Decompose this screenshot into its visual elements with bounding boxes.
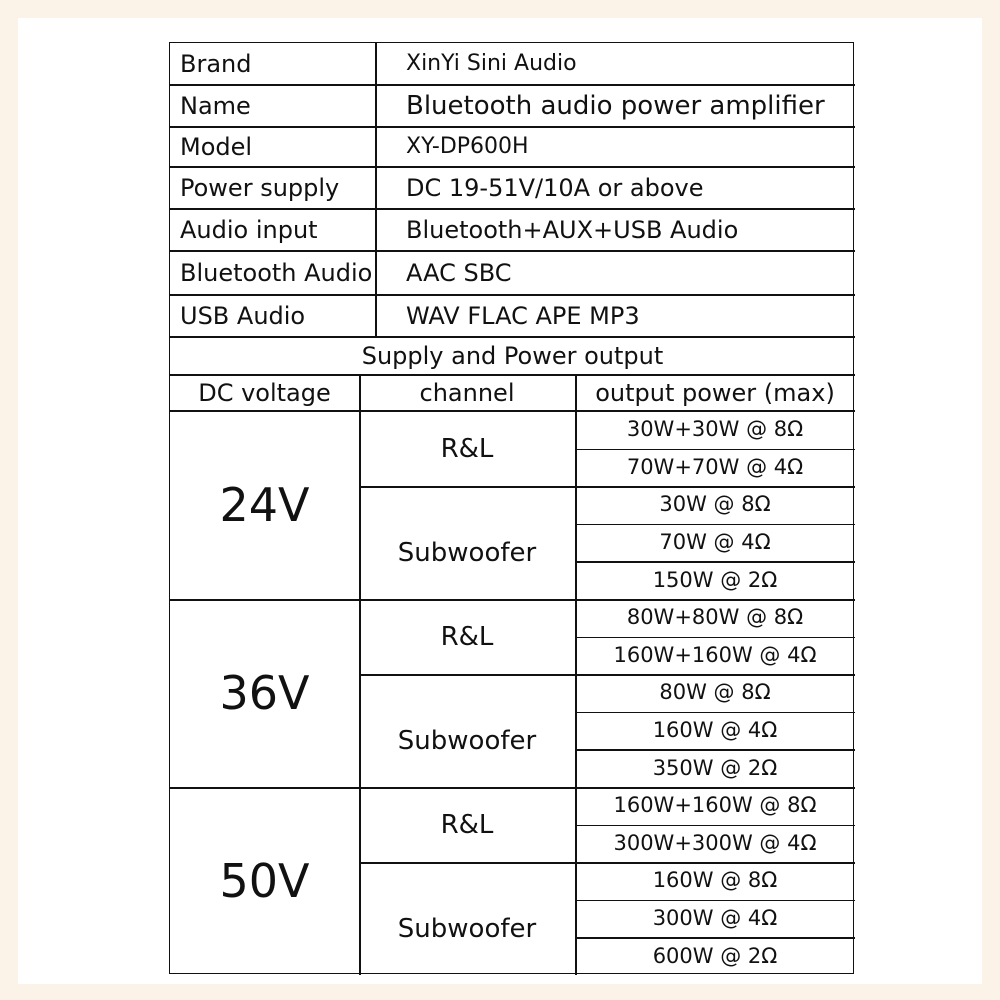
row-divider <box>575 524 855 526</box>
spec-label: Audio input <box>180 216 318 244</box>
row-divider <box>170 294 855 296</box>
output-power: 30W+30W @ 8Ω <box>626 417 804 442</box>
column-divider <box>575 375 577 411</box>
column-divider <box>375 43 377 337</box>
output-power: 70W+70W @ 4Ω <box>626 454 804 479</box>
spec-value: Bluetooth audio power amplifier <box>406 91 825 121</box>
output-power: 350W @ 2Ω <box>652 755 778 780</box>
spec-label: Model <box>180 133 253 161</box>
output-power: 70W @ 4Ω <box>659 530 771 555</box>
spec-label: Name <box>180 92 251 120</box>
spec-label: Power supply <box>180 174 340 202</box>
row-divider <box>575 449 855 451</box>
row-divider <box>575 825 855 827</box>
spec-value: XY-DP600H <box>406 134 529 159</box>
channel-rl: R&L <box>440 621 494 652</box>
output-power: 160W+160W @ 4Ω <box>613 642 817 667</box>
output-power: 160W @ 8Ω <box>652 868 778 893</box>
output-power: 160W+160W @ 8Ω <box>613 793 817 818</box>
spec-value: WAV FLAC APE MP3 <box>406 302 640 330</box>
spec-label: USB Audio <box>180 302 306 330</box>
output-power: 600W @ 2Ω <box>652 943 778 968</box>
spec-label: Bluetooth Audio <box>180 259 373 287</box>
row-divider <box>575 900 855 902</box>
channel-subwoofer: Subwoofer <box>397 725 537 756</box>
spec-value: Bluetooth+AUX+USB Audio <box>406 216 739 244</box>
spec-label: Brand <box>180 50 252 78</box>
row-divider <box>575 937 855 939</box>
dc-voltage: 24V <box>219 478 310 532</box>
channel-subwoofer: Subwoofer <box>397 537 537 568</box>
power-table-title: Supply and Power output <box>361 342 664 370</box>
output-power: 160W @ 4Ω <box>652 718 778 743</box>
column-divider <box>575 411 577 975</box>
column-divider <box>359 375 361 411</box>
dc-voltage: 36V <box>219 666 310 720</box>
spec-value: AAC SBC <box>406 259 512 287</box>
row-divider <box>170 126 855 128</box>
spec-value: DC 19-51V/10A or above <box>406 174 704 202</box>
output-power: 80W+80W @ 8Ω <box>626 605 804 630</box>
spec-table <box>169 42 854 974</box>
channel-rl: R&L <box>440 809 494 840</box>
column-header: channel <box>419 379 515 407</box>
row-divider <box>170 250 855 252</box>
row-divider <box>575 712 855 714</box>
row-divider <box>170 166 855 168</box>
output-power: 300W+300W @ 4Ω <box>613 830 817 855</box>
output-power: 300W @ 4Ω <box>652 906 778 931</box>
spec-value: XinYi Sini Audio <box>406 51 577 76</box>
channel-subwoofer: Subwoofer <box>397 913 537 944</box>
column-header: DC voltage <box>198 379 331 407</box>
column-divider <box>359 411 361 975</box>
output-power: 30W @ 8Ω <box>659 492 771 517</box>
output-power: 80W @ 8Ω <box>659 680 771 705</box>
row-divider <box>170 84 855 86</box>
row-divider <box>575 749 855 751</box>
row-divider <box>575 637 855 639</box>
channel-rl: R&L <box>440 433 494 464</box>
row-divider <box>170 208 855 210</box>
column-header: output power (max) <box>595 379 835 407</box>
dc-voltage: 50V <box>219 854 310 908</box>
output-power: 150W @ 2Ω <box>652 567 778 592</box>
row-divider <box>575 561 855 563</box>
